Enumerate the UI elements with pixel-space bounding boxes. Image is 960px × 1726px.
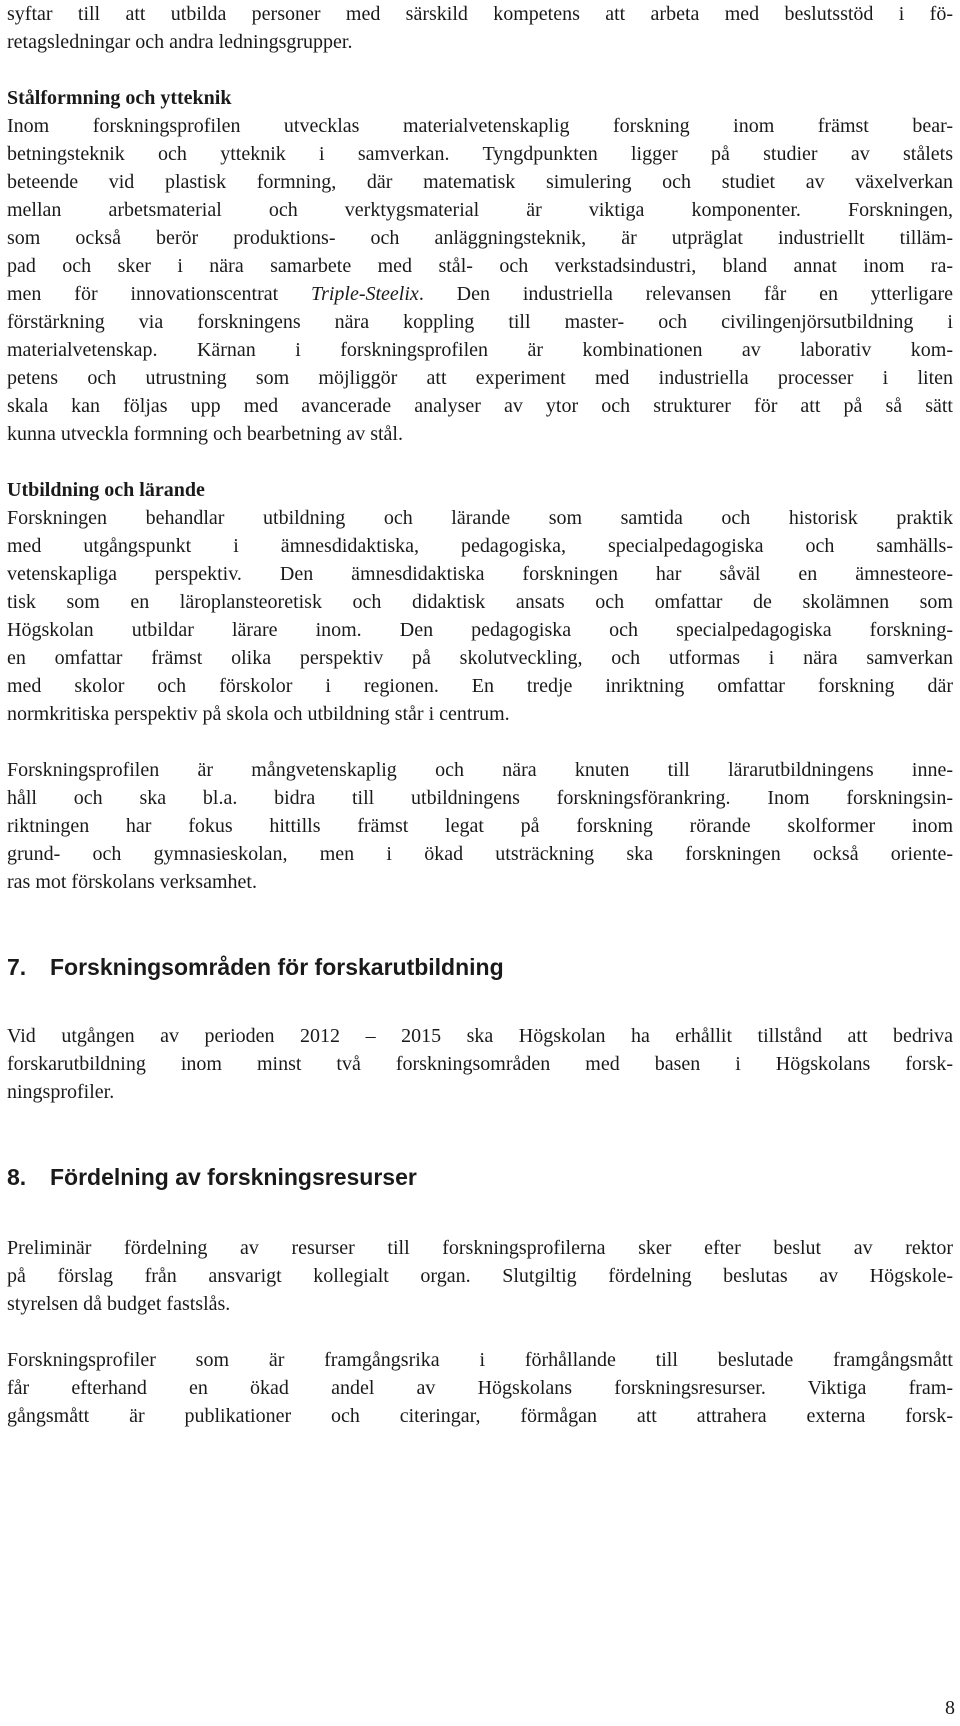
paragraph-line: som också berör produktions- och anläggningsteknik, är utpräglat industriellt tilläm- [7, 227, 953, 249]
paragraph-line: beteende vid plastisk formning, där matematisk simulering och studiet av växelverkan [7, 171, 953, 193]
subsection-heading-stalformning: Stålformning och ytteknik [7, 87, 232, 109]
section-number: 8. [7, 1164, 27, 1190]
paragraph-line: Forskningsprofiler som är framgångsrika i förhållande till beslutade framgångsmått [7, 1349, 953, 1371]
intro-line: retagsledningar och andra ledningsgrupper. [7, 31, 353, 53]
paragraph-line: Inom forskningsprofilen utvecklas materialvetenskaplig forskning inom främst bear- [7, 115, 953, 137]
paragraph-line: håll och ska bl.a. bidra till utbildningens forskningsförankring. Inom forskningsin- [7, 787, 953, 809]
paragraph-line: betningsteknik och ytteknik i samverkan. Tyngdpunkten ligger på studier av stålets [7, 143, 953, 165]
paragraph-line: Vid utgången av perioden 2012 – 2015 ska Högskolan ha erhållit tillstånd att bedriva [7, 1025, 953, 1047]
paragraph-line: mellan arbetsmaterial och verktygsmaterial är viktiga komponenter. Forskningen, [7, 199, 953, 221]
italic-term-triple-steelix: Triple-Steelix [311, 283, 419, 305]
paragraph-line: på förslag från ansvarigt kollegialt organ. Slutgiltig fördelning beslutas av Högskole- [7, 1265, 953, 1287]
paragraph-line: forskarutbildning inom minst två forskningsområden med basen i Högskolans forsk- [7, 1053, 953, 1075]
page-number: 8 [945, 1697, 955, 1719]
paragraph-line: Forskningen behandlar utbildning och lärande som samtida och historisk praktik [7, 507, 953, 529]
paragraph-line: får efterhand en ökad andel av Högskolans forskningsresurser. Viktiga fram- [7, 1377, 953, 1399]
paragraph-line: med utgångspunkt i ämnesdidaktiska, pedagogiska, specialpedagogiska och samhälls- [7, 535, 953, 557]
paragraph-line: skala kan följas upp med avancerade analyser av ytor och strukturer för att på så sätt [7, 395, 953, 417]
paragraph-line: kunna utveckla formning och bearbetning av stål. [7, 423, 403, 445]
paragraph-line: petens och utrustning som möjliggör att experiment med industriella processer i liten [7, 367, 953, 389]
paragraph-line: Högskolan utbildar lärare inom. Den pedagogiska och specialpedagogiska forskning- [7, 619, 953, 641]
paragraph-line: normkritiska perspektiv på skola och utbildning står i centrum. [7, 703, 510, 725]
section-number: 7. [7, 954, 27, 980]
section-title: Forskningsområden för forskarutbildning [50, 954, 504, 980]
paragraph-line: Forskningsprofilen är mångvetenskaplig och nära knuten till lärarutbildningens inne- [7, 759, 953, 781]
paragraph-line: ningsprofiler. [7, 1081, 115, 1103]
paragraph-line: pad och sker i nära samarbete med stål- och verkstadsindustri, bland annat inom ra- [7, 255, 953, 277]
paragraph-line: gångsmått är publikationer och citeringar, förmågan att attrahera externa forsk- [7, 1405, 953, 1427]
paragraph-line: tisk som en läroplansteoretisk och didaktisk ansats och omfattar de skolämnen som [7, 591, 953, 613]
paragraph-line: vetenskapliga perspektiv. Den ämnesdidaktiska forskningen har såväl en ämnesteore- [7, 563, 953, 585]
paragraph-line: Preliminär fördelning av resurser till forskningsprofilerna sker efter beslut av rektor [7, 1237, 953, 1259]
paragraph-line: med skolor och förskolor i regionen. En tredje inriktning omfattar forskning där [7, 675, 953, 697]
paragraph-line [7, 280, 953, 308]
paragraph-line: förstärkning via forskningens nära koppling till master- och civilingenjörsutbildning i [7, 311, 953, 333]
paragraph-text: . Den industriella relevansen får en ytterligare [418, 283, 953, 305]
intro-line: syftar till att utbilda personer med särskild kompetens att arbeta med beslutsstöd i fö- [7, 3, 953, 25]
section-heading-7 [7, 952, 504, 982]
paragraph-line: materialvetenskap. Kärnan i forskningsprofilen är kombinationen av laborativ kom- [7, 339, 953, 361]
paragraph-text: men för innovationscentrat [7, 283, 312, 305]
paragraph-line: ras mot förskolans verksamhet. [7, 871, 257, 893]
section-title: Fördelning av forskningsresurser [50, 1164, 417, 1190]
paragraph-line: en omfattar främst olika perspektiv på skolutveckling, och utformas i nära samverkan [7, 647, 953, 669]
paragraph-line: styrelsen då budget fastslås. [7, 1293, 231, 1315]
paragraph-line: riktningen har fokus hittills främst legat på forskning rörande skolformer inom [7, 815, 953, 837]
section-heading-8 [7, 1162, 417, 1192]
paragraph-line: grund- och gymnasieskolan, men i ökad utsträckning ska forskningen också oriente- [7, 843, 953, 865]
subsection-heading-utbildning: Utbildning och lärande [7, 479, 205, 501]
